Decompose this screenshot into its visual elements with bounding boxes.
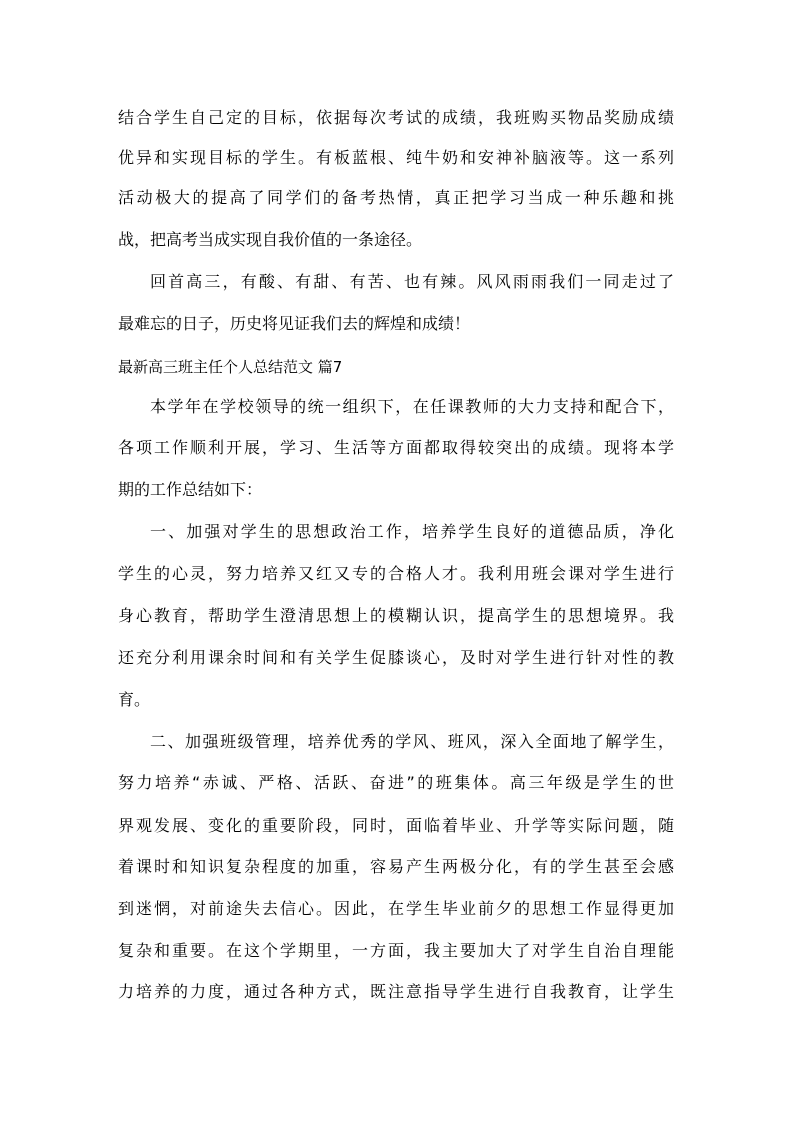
paragraph-line: 活动极大的提高了同学们的备考热情，真正把学习当成一种乐趣和挑 bbox=[118, 188, 674, 207]
paragraph-line: 各项工作顺利开展，学习、生活等方面都取得较突出的成绩。现将本学 bbox=[118, 438, 674, 457]
paragraph-line: 复杂和重要。在这个学期里，一方面，我主要加大了对学生自治自理能 bbox=[118, 941, 674, 960]
paragraph-line: 学生的心灵，努力培养又红又专的合格人才。我利用班会课对学生进行 bbox=[118, 564, 674, 583]
paragraph-line: 身心教育，帮助学生澄清思想上的模糊认识，提高学生的思想境界。我 bbox=[118, 606, 674, 625]
paragraph-line: 育。 bbox=[118, 690, 151, 709]
paragraph-line: 到迷惘，对前途失去信心。因此，在学生毕业前夕的思想工作显得更加 bbox=[118, 899, 674, 918]
paragraph-line: 还充分利用课余时间和有关学生促膝谈心，及时对学生进行针对性的教 bbox=[118, 648, 674, 667]
paragraph-line: 优异和实现目标的学生。有板蓝根、纯牛奶和安神补脑液等。这一系列 bbox=[118, 148, 674, 167]
paragraph-line: 本学年在学校领导的统一组织下，在任课教师的大力支持和配合下， bbox=[150, 397, 674, 416]
paragraph-line: 界观发展、变化的重要阶段，同时，面临着毕业、升学等实际问题，随 bbox=[118, 816, 674, 835]
paragraph-line: 结合学生自己定的目标，依据每次考试的成绩，我班购买物品奖励成绩 bbox=[118, 108, 674, 127]
paragraph-line: 一、加强对学生的思想政治工作，培养学生良好的道德品质，净化 bbox=[150, 522, 674, 541]
paragraph-line: 力培养的力度，通过各种方式，既注意指导学生进行自我教育，让学生 bbox=[118, 982, 674, 1001]
paragraph-line: 最难忘的日子，历史将见证我们去的辉煌和成绩！ bbox=[118, 314, 471, 333]
paragraph-line: 战，把高考当成实现自我价值的一条途径。 bbox=[118, 230, 423, 249]
paragraph-line: 二、加强班级管理，培养优秀的学风、班风，深入全面地了解学生， bbox=[150, 732, 674, 751]
section-heading: 最新高三班主任个人总结范文 篇7 bbox=[118, 358, 343, 376]
paragraph-line: 努力培养“赤诚、严格、活跃、奋进”的班集体。高三年级是学生的世 bbox=[118, 773, 674, 792]
paragraph-line: 着课时和知识复杂程度的加重，容易产生两极分化，有的学生甚至会感 bbox=[118, 857, 674, 876]
paragraph-line: 回首高三，有酸、有甜、有苦、也有辣。风风雨雨我们一同走过了 bbox=[150, 272, 674, 291]
paragraph-line: 期的工作总结如下： bbox=[118, 480, 263, 499]
